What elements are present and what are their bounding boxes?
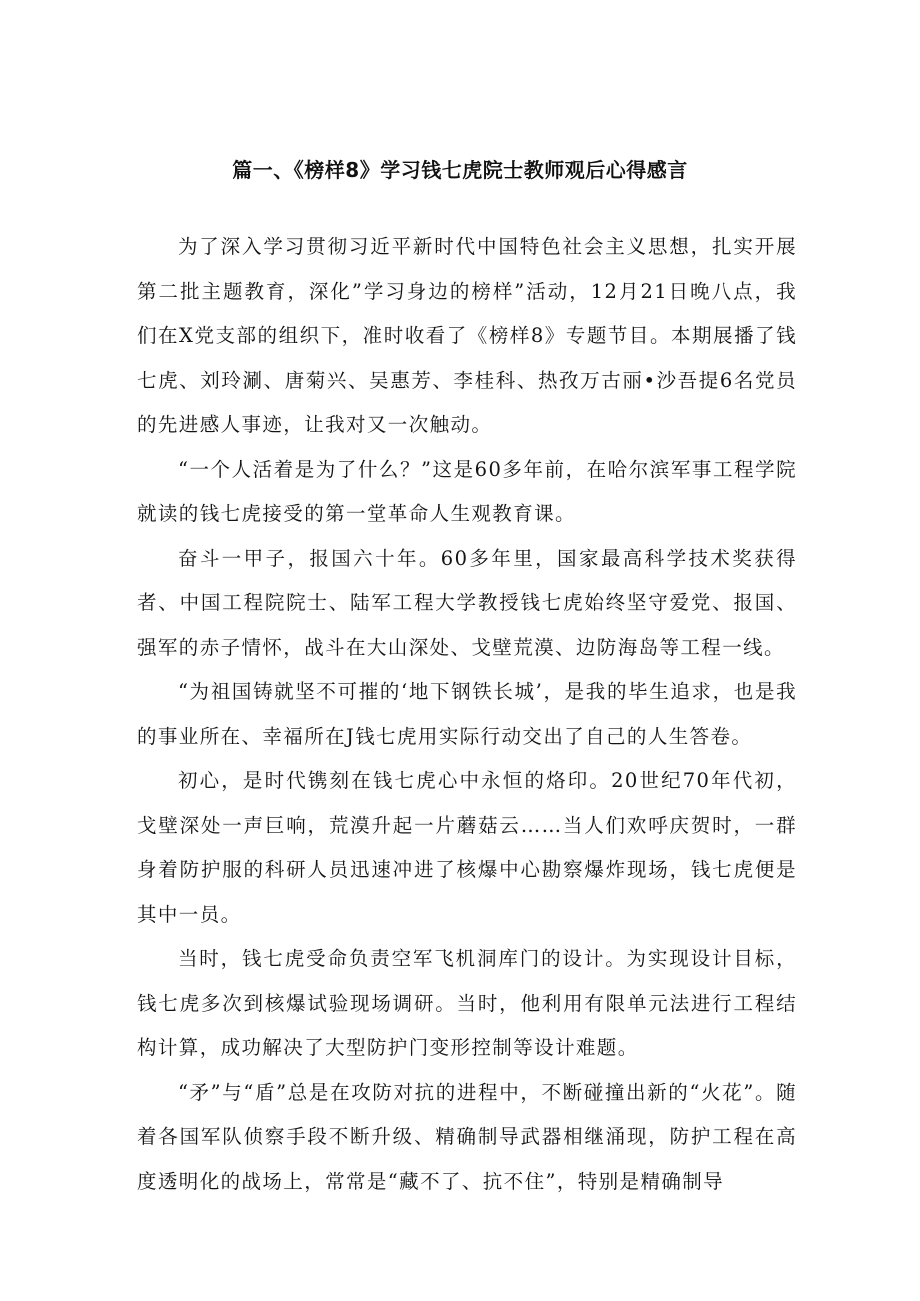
paragraph-5: 初心，是时代镌刻在钱七虎心中永恒的烙印。20世纪70年代初，戈壁深处一声巨响，荒漠升起一片蘑菇云……当人们欢呼庆贺时，一群身着防护服的科研人员迅速冲进了核爆中心勘察爆炸现场，钱七虎便是其中一员。 bbox=[137, 769, 797, 926]
paragraph-6: 当时，钱七虎受命负责空军飞机洞库门的设计。为实现设计目标，钱七虎多次到核爆试验现场调研。当时，他利用有限单元法进行工程结构计算，成功解决了大型防护门变形控制等设计难题。 bbox=[137, 947, 797, 1059]
paragraph-4: “为祖国铸就坚不可摧的‘地下钢铁长城’，是我的毕生追求，也是我的事业所在、幸福所在J钱七虎用实际行动交出了自己的人生答卷。 bbox=[137, 680, 797, 748]
paragraph-3: 奋斗一甲子，报国六十年。60多年里，国家最高科学技术奖获得者、中国工程院院士、陆军工程大学教授钱七虎始终坚守爱党、报国、强军的赤子情怀，战斗在大山深处、戈壁荒漠、边防海岛等工程一线。 bbox=[137, 546, 797, 659]
paragraph-2: “一个人活着是为了什么？”这是60多年前，在哈尔滨军事工程学院就读的钱七虎接受的第一堂革命人生观教育课。 bbox=[137, 457, 797, 525]
paragraph-7: “矛”与“盾”总是在攻防对抗的进程中，不断碰撞出新的“火花”。随着各国军队侦察手段不断升级、精确制导武器相继涌现，防护工程在高度透明化的战场上，常常是“藏不了、抗不住”，特别是精确制导 bbox=[137, 1080, 797, 1193]
document-title: 篇一、《榜样8》学习钱七虎院士教师观后心得感言 bbox=[232, 158, 688, 182]
document-body bbox=[137, 225, 797, 1204]
paragraph-1: 为了深入学习贯彻习近平新时代中国特色社会主义思想，扎实开展第二批主题教育，深化”学习身边的榜样”活动，12月21日晚八点，我们在X党支部的组织下，准时收看了《榜样8》专题节目。本期展播了钱七虎、刘玲涮、唐菊兴、吴惠芳、李桂科、热孜万古丽•沙吾提6名党员的先进感人事迹，让我对又一次触动。 bbox=[137, 235, 797, 436]
